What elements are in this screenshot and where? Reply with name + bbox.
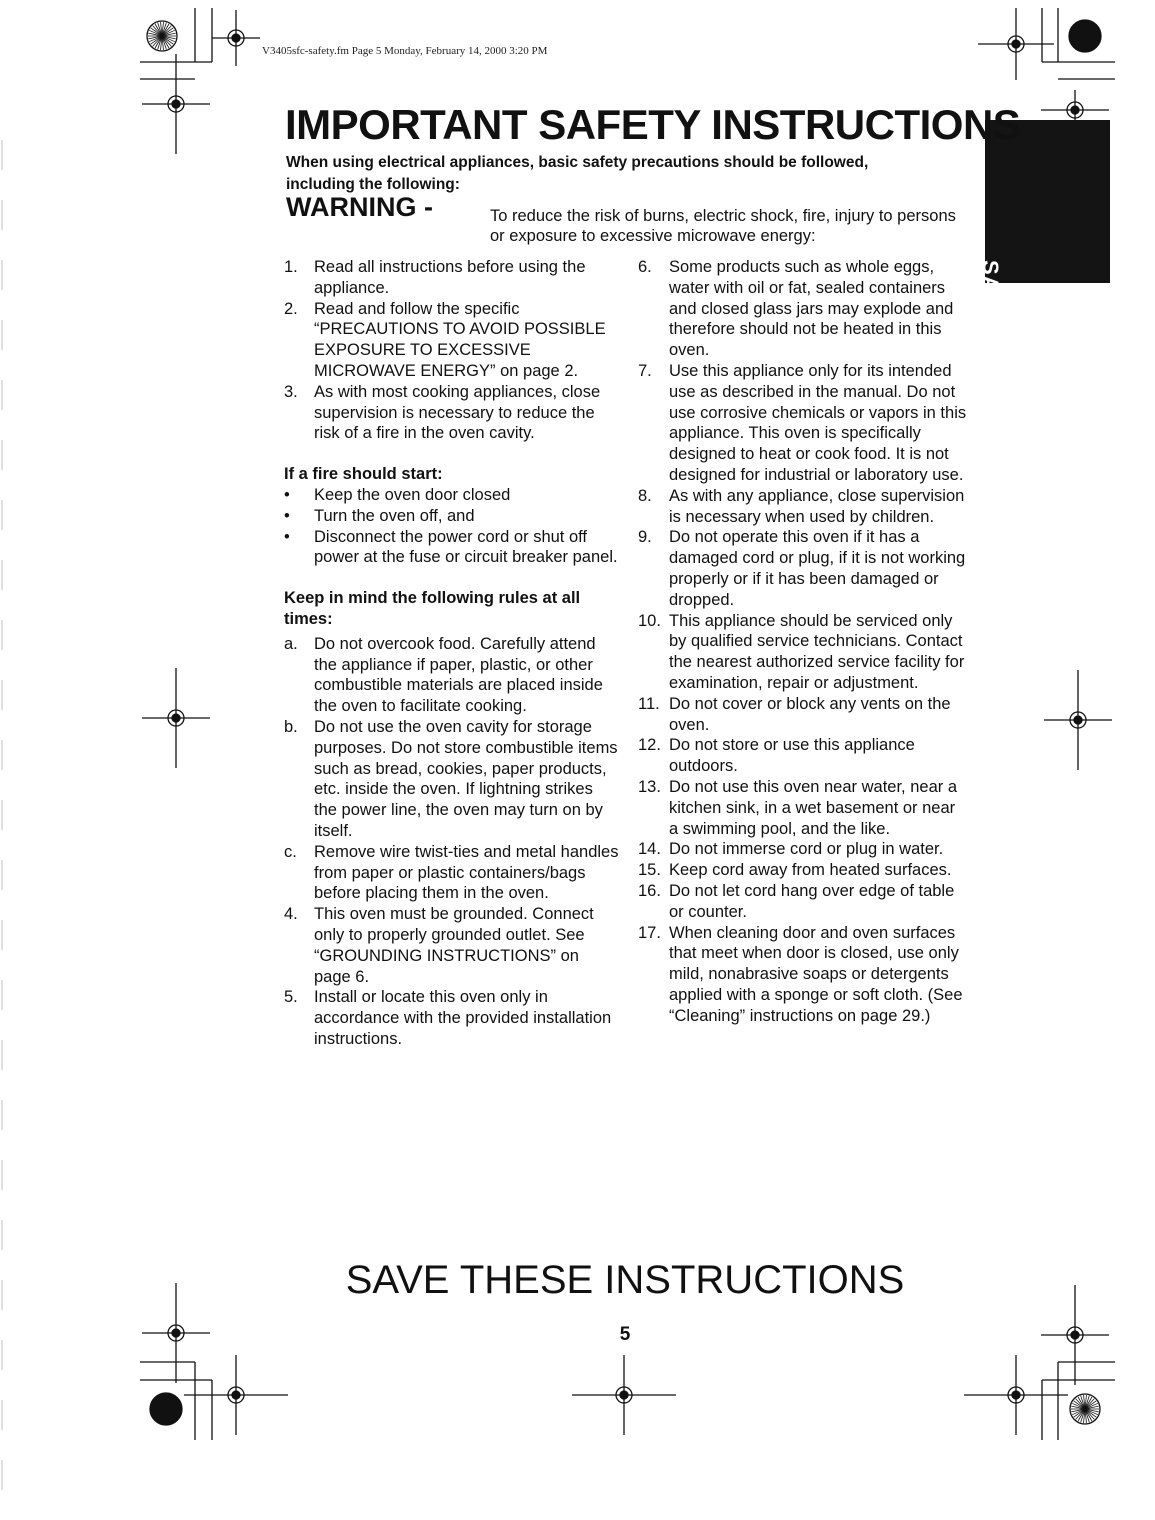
instruction-item [638, 486, 968, 528]
list-marker: 3. [284, 382, 298, 401]
list-marker: 12. [638, 736, 661, 755]
list-marker: b. [284, 717, 298, 736]
side-tab-label: SAFETY [978, 260, 1003, 353]
instruction-item [638, 881, 968, 923]
instruction-item [284, 904, 619, 987]
list-text: Keep the oven door closed [314, 485, 511, 504]
fire-bullet [284, 527, 619, 569]
list-text: Turn the oven off, and [314, 506, 475, 525]
file-info-header: V3405sfc-safety.fm Page 5 Monday, February 14, 2000 3:20 PM [262, 45, 548, 57]
instruction-item [638, 777, 968, 839]
instruction-item [284, 299, 619, 382]
list-marker: 17. [638, 923, 661, 942]
list-text: Some products such as whole eggs, water with oil or fat, sealed containers and closed glass jars may explode and therefore should not be heated in this oven. [669, 258, 954, 360]
instruction-item [638, 361, 968, 486]
right-column [638, 257, 968, 1026]
instruction-item [284, 257, 619, 299]
list-text: Install or locate this oven only in accordance with the provided installation instructions. [314, 988, 612, 1048]
list-marker: a. [284, 634, 298, 653]
page-number: 5 [619, 1324, 631, 1345]
rule-item [284, 634, 619, 717]
list-marker: 7. [638, 361, 652, 380]
warning-label: WARNING - [286, 192, 433, 222]
list-text: This oven must be grounded. Connect only to properly grounded outlet. See “GROUNDING INSTRUCTIONS” on page 6. [314, 905, 594, 986]
intro-text: When using electrical appliances, basic safety precautions should be followed, including the following: [286, 154, 869, 193]
list-text: Read and follow the specific “PRECAUTIONS TO AVOID POSSIBLE EXPOSURE TO EXCESSIVE MICROWAVE ENERGY” on page 2. [314, 299, 606, 380]
instruction-item [638, 839, 968, 860]
list-text: When cleaning door and oven surfaces that meet when door is closed, use only mild, nonabrasive soaps or detergents applied with a sponge or soft cloth. (See “Cleaning” instructions on page 29.) [669, 923, 963, 1025]
list-marker: 6. [638, 258, 652, 276]
rules-heading: Keep in mind the following rules at all times: [284, 589, 581, 628]
list-text: Read all instructions before using the appliance. [314, 258, 586, 297]
list-text: Do not operate this oven if it has a damaged cord or plug, if it is not working properly or if it has been damaged or dropped. [669, 528, 966, 609]
list-marker: 1. [284, 258, 298, 276]
list-marker: 15. [638, 861, 661, 880]
list-marker: 9. [638, 528, 652, 547]
instruction-item [284, 987, 619, 1049]
list-marker: 5. [284, 988, 298, 1007]
list-marker: 16. [638, 881, 661, 900]
instruction-item [638, 257, 968, 361]
save-instructions-footer: SAVE THESE INSTRUCTIONS [345, 1258, 905, 1302]
list-text: Remove wire twist-ties and metal handles from paper or plastic containers/bags before placing them in the oven. [314, 842, 619, 903]
list-text: Do not immerse cord or plug in water. [669, 840, 944, 859]
list-marker: • [284, 485, 290, 504]
instruction-item [638, 527, 968, 610]
rule-item [284, 842, 619, 904]
list-text: Do not use the oven cavity for storage purposes. Do not store combustible items such as bread, cookies, paper products, etc. inside the oven. If lightning strikes the power line, the oven may turn on by itself. [314, 717, 618, 840]
list-text: This appliance should be serviced only by qualified service technicians. Contact the nearest authorized service facility for examination, repair or adjustment. [669, 611, 965, 692]
warning-text: To reduce the risk of burns, electric shock, fire, injury to persons or exposure to excessive microwave energy: [490, 207, 956, 245]
instruction-item [284, 382, 619, 444]
instruction-item [638, 735, 968, 777]
list-text: Do not let cord hang over edge of table or counter. [669, 881, 955, 921]
fire-bullet [284, 485, 619, 506]
list-marker: c. [284, 842, 297, 861]
list-text: Do not store or use this appliance outdoors. [669, 736, 915, 776]
list-text: Do not cover or block any vents on the oven. [669, 694, 951, 734]
fire-bullet [284, 506, 619, 527]
instruction-item [638, 860, 968, 881]
list-text: Do not use this oven near water, near a kitchen sink, in a wet basement or near a swimming pool, and the like. [669, 777, 958, 838]
page-title: IMPORTANT SAFETY INSTRUCTIONS [285, 101, 1021, 148]
list-marker: 4. [284, 905, 298, 924]
fire-heading: If a fire should start: [284, 465, 443, 484]
list-text: As with most cooking appliances, close supervision is necessary to reduce the risk of a fire in the oven cavity. [314, 382, 601, 443]
list-marker: • [284, 527, 290, 546]
list-text: Keep cord away from heated surfaces. [669, 861, 952, 880]
left-column [284, 257, 619, 1050]
instruction-item [638, 611, 968, 694]
instruction-item [638, 923, 968, 1027]
list-marker: 11. [638, 694, 660, 713]
list-text: As with any appliance, close supervision is necessary when used by children. [669, 486, 965, 526]
list-marker: 2. [284, 299, 298, 318]
list-marker: • [284, 506, 290, 525]
list-text: Disconnect the power cord or shut off power at the fuse or circuit breaker panel. [314, 527, 618, 567]
list-text: Do not overcook food. Carefully attend the appliance if paper, plastic, or other combustible materials are placed inside the oven to facilitate cooking. [314, 634, 603, 716]
list-marker: 10. [638, 611, 661, 630]
list-text: Use this appliance only for its intended use as described in the manual. Do not use corrosive chemicals or vapors in this appliance. This oven is specifically designed to heat or cook food. It is not designed for industrial or laboratory use. [669, 361, 967, 484]
list-marker: 14. [638, 840, 661, 859]
instruction-item [638, 694, 968, 736]
list-marker: 8. [638, 486, 652, 505]
rule-item [284, 717, 619, 842]
list-marker: 13. [638, 777, 661, 796]
